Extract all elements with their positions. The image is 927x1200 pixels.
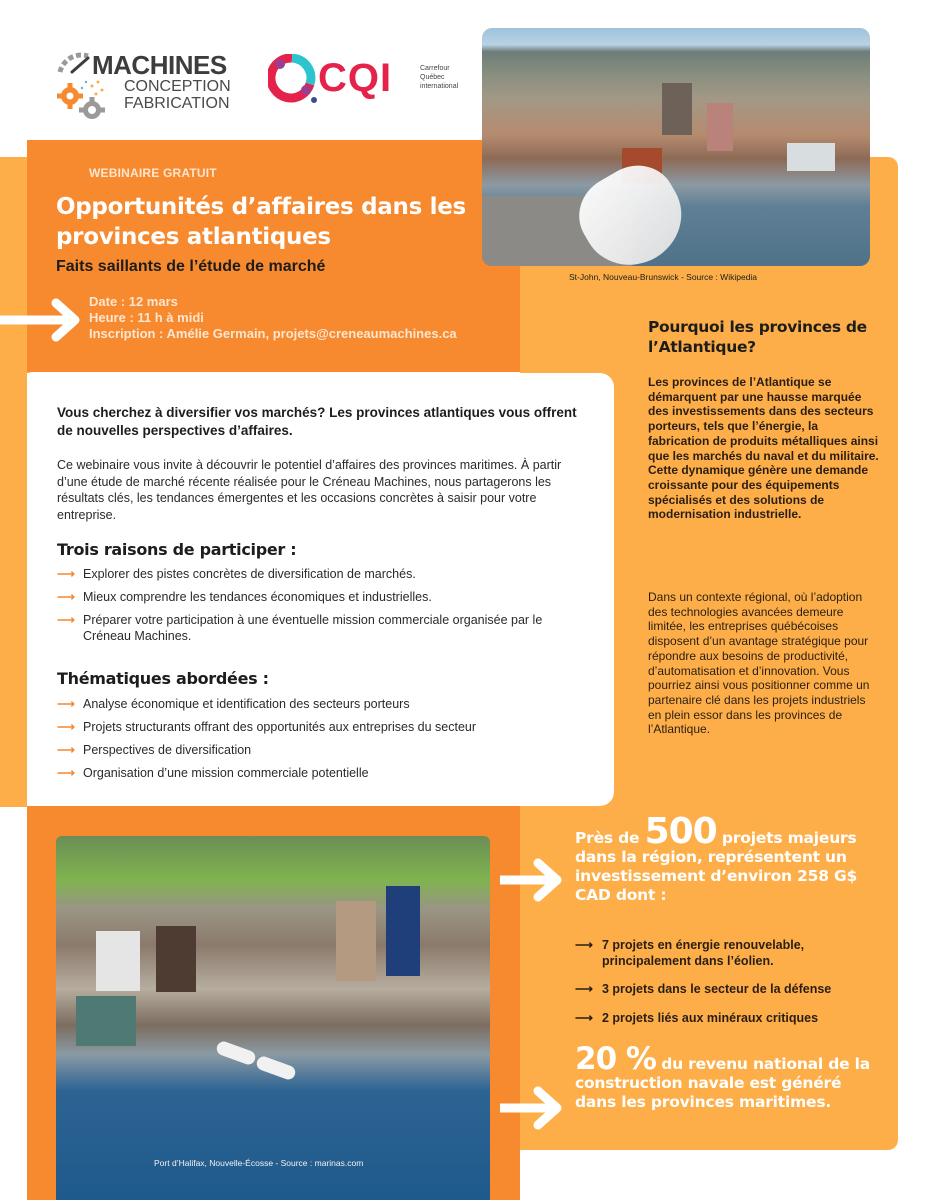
event-time: Heure : 11 h à midi — [89, 310, 204, 325]
list-item-text: Projets structurants offrant des opportunités aux entreprises du secteur — [83, 720, 477, 734]
arrow-right-icon — [500, 1086, 564, 1130]
arrow-bullet-icon: ⟶ — [57, 743, 75, 757]
photo-building-shape — [662, 83, 692, 135]
cqi-logo — [268, 52, 468, 108]
photo-building-shape — [96, 931, 140, 991]
list-item-text: Organisation d’une mission commerciale potentielle — [83, 766, 369, 780]
list-item — [57, 743, 597, 759]
list-item-text: Perspectives de diversification — [83, 743, 252, 757]
list-item-text: 7 projets en énergie renouvelable, principalement dans l’éolien. — [602, 938, 805, 968]
stat-projects-number: 500 — [644, 811, 717, 852]
sidebar-paragraph-2: Dans un contexte régional, où l’adoption des technologies avancées demeure limitée, les entreprises québécoises disposent d’un avantage stratégique pour répondre aux besoins de productivité, d’automatisation et d’innovation. Vous pourriez ainsi vous positionner comme un partenaire clé dans les projets industriels en plein essor dans les provinces de l’Atlantique. — [648, 590, 870, 737]
list-item — [575, 982, 875, 998]
arrow-bullet-icon: ⟶ — [575, 1010, 593, 1025]
photo-boat-shape — [255, 1055, 297, 1082]
cqi-logo-tagline — [420, 64, 458, 91]
list-item — [57, 567, 577, 583]
reasons-list — [57, 567, 577, 652]
arrow-bullet-icon: ⟶ — [575, 982, 593, 996]
stat-naval — [575, 1041, 885, 1112]
arrow-right-icon — [0, 298, 82, 342]
cqi-tag-line2: Québec — [420, 74, 445, 81]
list-item — [57, 613, 577, 644]
arrow-bullet-icon: ⟶ — [575, 938, 593, 952]
reasons-heading: Trois raisons de participer : — [57, 540, 297, 559]
photo-building-shape — [336, 901, 376, 981]
list-item-text: 3 projets dans le secteur de la défense — [602, 982, 832, 996]
cqi-tag-line1: Carrefour — [420, 65, 450, 72]
list-item — [575, 1011, 875, 1027]
list-item-text: 2 projets liés aux minéraux critiques — [602, 1010, 819, 1025]
page-subtitle: Faits saillants de l’étude de marché — [56, 258, 326, 275]
photo-building-shape — [707, 103, 733, 151]
sidebar-paragraph-1: Les provinces de l’Atlantique se démarquent par une hausse marquée des investissements dans des secteurs porteurs, tels que l’énergie, la fabrication de produits métalliques ainsi que les marchés du naval et du militaire. Cette dynamique génère une demande croissante pour des équipements spécialisés et des solutions de modernisation industrielle. — [648, 375, 879, 522]
topics-list — [57, 697, 597, 789]
photo-halifax — [56, 836, 490, 1200]
list-item-text: Préparer votre participation à une éventuelle mission commerciale organisée par le Créneau Machines. — [83, 613, 543, 643]
photo-tower-shape — [386, 886, 420, 976]
machines-logo-line1: CONCEPTION — [124, 78, 231, 95]
arrow-right-icon — [500, 858, 564, 902]
intro-paragraph: Ce webinaire vous invite à découvrir le potentiel d’affaires des provinces maritimes. À partir d’une étude de marché récente réalisée pour le Créneau Machines, nous partagerons les résultats clés, les tendances émergentes et les occasions concrètes à saisir pour votre entreprise. — [57, 458, 562, 522]
stat-projects-text: projets majeurs dans la région, représentent un investissement d’environ 258 G$ CAD dont : — [575, 829, 858, 904]
arrow-bullet-icon: ⟶ — [57, 720, 75, 734]
photo-building-shape — [787, 143, 835, 171]
photo-caption-bottom: Port d’Halifax, Nouvelle-Écosse - Source : marinas.com — [154, 1158, 364, 1168]
event-registration[interactable]: Inscription : Amélie Germain, projets@creneaumachines.ca — [89, 326, 457, 341]
machines-logo-title: MACHINES — [92, 50, 227, 80]
topics-heading: Thématiques abordées : — [57, 669, 269, 688]
cqi-logo-title: CQI — [318, 56, 393, 100]
arrow-bullet-icon: ⟶ — [57, 567, 75, 581]
list-item-text: Analyse économique et identification des secteurs porteurs — [83, 697, 410, 711]
decorative-band-left — [0, 157, 30, 807]
page-title: Opportunités d’affaires dans les provinces atlantiques — [56, 194, 466, 250]
list-item — [57, 766, 597, 782]
stat-projects — [575, 811, 885, 905]
arrow-bullet-icon: ⟶ — [57, 613, 75, 627]
sidebar-heading: Pourquoi les provinces de l’Atlantique? — [648, 318, 867, 356]
stat-naval-text: du revenu national de la construction navale est généré dans les provinces maritimes. — [575, 1055, 871, 1111]
cqi-tag-line3: international — [420, 83, 459, 90]
machines-logo — [52, 50, 242, 122]
list-item — [57, 590, 577, 606]
list-item-text: Explorer des pistes concrètes de diversification de marchés. — [83, 567, 416, 581]
machines-logo-line2: FABRICATION — [124, 95, 230, 112]
arrow-bullet-icon: ⟶ — [57, 590, 75, 604]
photo-boat-shape — [215, 1040, 257, 1067]
event-date: Date : 12 mars — [89, 294, 178, 309]
stat-naval-number: 20 % — [575, 1041, 656, 1077]
stat-projects-prefix: Près de — [575, 829, 640, 847]
list-item — [575, 938, 875, 969]
photo-saint-john — [482, 28, 870, 266]
cqi-ring-icon — [268, 54, 318, 106]
arrow-bullet-icon: ⟶ — [57, 766, 75, 780]
photo-building-shape — [76, 996, 136, 1046]
event-details — [89, 294, 457, 342]
list-item — [57, 720, 597, 736]
project-breakdown-list — [575, 938, 875, 1039]
photo-caption-top: St-John, Nouveau-Brunswick - Source : Wikipedia — [569, 272, 758, 282]
lead-paragraph: Vous cherchez à diversifier vos marchés? Les provinces atlantiques vous offrent de nouvelles perspectives d’affaires. — [57, 405, 577, 438]
list-item — [57, 697, 597, 713]
event-type-label: WEBINAIRE GRATUIT — [89, 166, 217, 180]
arrow-bullet-icon: ⟶ — [57, 697, 75, 711]
list-item-text: Mieux comprendre les tendances économiques et industrielles. — [83, 590, 432, 604]
photo-building-shape — [156, 926, 196, 992]
